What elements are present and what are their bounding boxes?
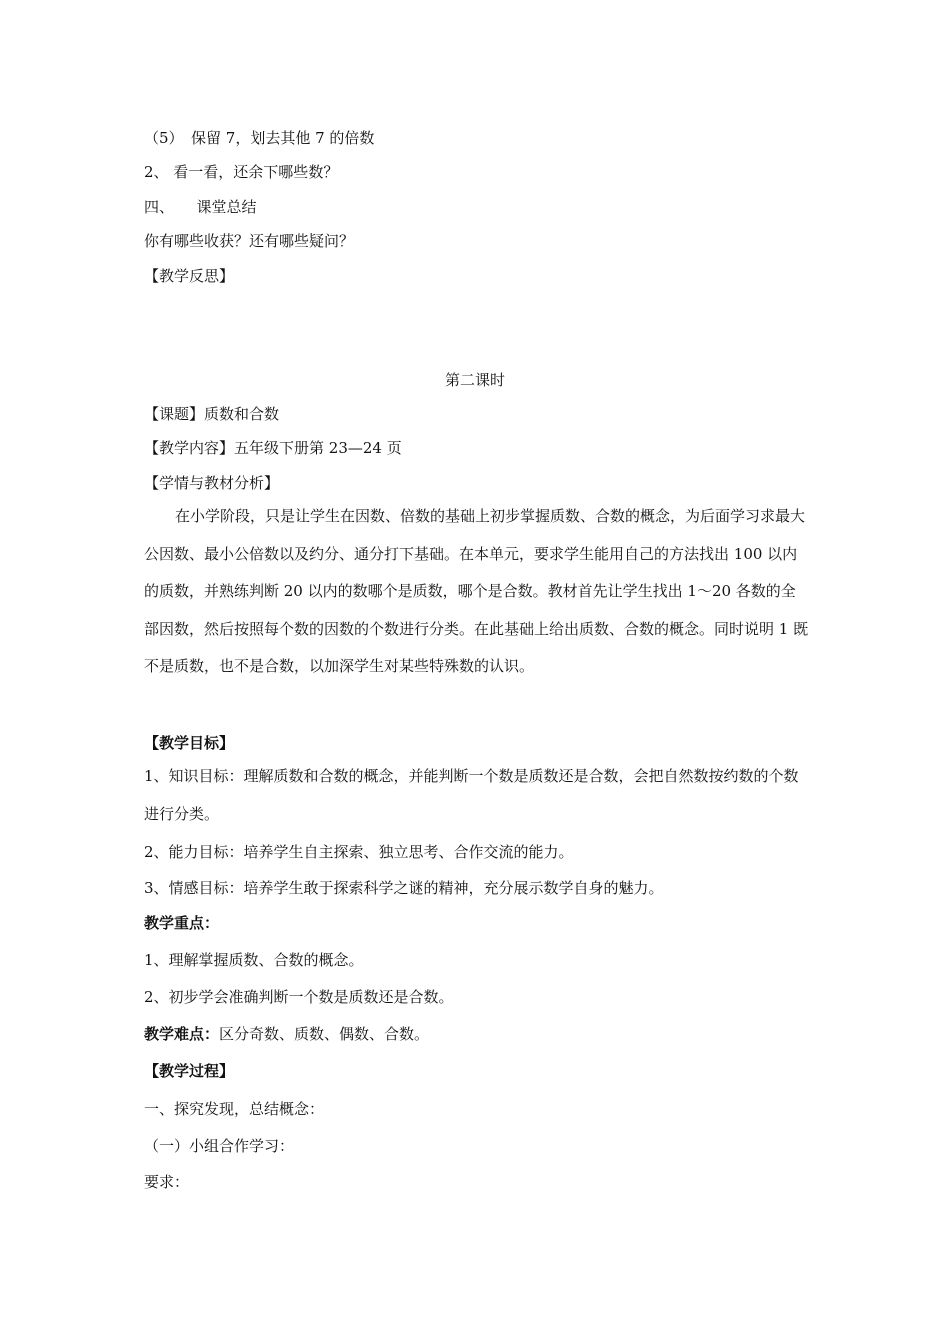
content-line: 【教学内容】五年级下册第 23—24 页: [144, 439, 402, 457]
goals-heading: 【教学目标】: [144, 734, 235, 752]
goal-knowledge: 1、知识目标：理解质数和合数的概念，并能判断一个数是质数还是合数，会把自然数按约数的个数进行分类。: [144, 767, 799, 823]
summary-question: 你有哪些收获？还有哪些疑问？: [144, 232, 355, 250]
section-heading-summary: 四、 课堂总结: [144, 198, 257, 216]
analysis-heading: 【学情与教材分析】: [144, 474, 280, 492]
goal-ability: 2、能力目标：培养学生自主探索、独立思考、合作交流的能力。: [144, 843, 574, 861]
difficulty-line: [144, 1024, 429, 1044]
step-item-5: （5） 保留 7，划去其他 7 的倍数: [144, 129, 375, 147]
process-step-1: 一、探究发现，总结概念：: [144, 1100, 325, 1118]
lesson-title: 第二课时: [444, 371, 505, 389]
requirement-label: 要求：: [144, 1173, 190, 1191]
process-substep-1: （一）小组合作学习：: [144, 1137, 295, 1155]
analysis-paragraph: 在小学阶段，只是让学生在因数、倍数的基础上初步掌握质数、合数的概念，为后面学习求最大公因数、最小公倍数以及约分、通分打下基础。在本单元，要求学生能用自己的方法找出 100 以内的质数，并熟练判断 20 以内的数哪个是质数，哪个是合数。教材首先让学生找出 1～20 各数的全部因数，然后按照每个数的因数的个数进行分类。在此基础上给出质数、合数的概念。同时说明 1 既不是质数，也不是合数，以加深学生对某些特殊数的认识。: [144, 507, 809, 675]
process-heading: 【教学过程】: [144, 1062, 235, 1080]
key-points-heading: 教学重点：: [144, 914, 220, 932]
goal-emotion: 3、情感目标：培养学生敢于探索科学之谜的精神，充分展示数学自身的魅力。: [144, 879, 664, 897]
difficulty-label: 教学难点：: [144, 1025, 220, 1043]
difficulty-text: 区分奇数、质数、偶数、合数。: [219, 1025, 430, 1043]
key-point-1: 1、理解掌握质数、合数的概念。: [144, 951, 364, 969]
question-item-2: 2、 看一看，还余下哪些数？: [144, 163, 339, 181]
topic-line: 【课题】质数和合数: [144, 405, 280, 423]
reflection-heading: 【教学反思】: [144, 267, 235, 285]
key-point-2: 2、初步学会准确判断一个数是质数还是合数。: [144, 988, 454, 1006]
